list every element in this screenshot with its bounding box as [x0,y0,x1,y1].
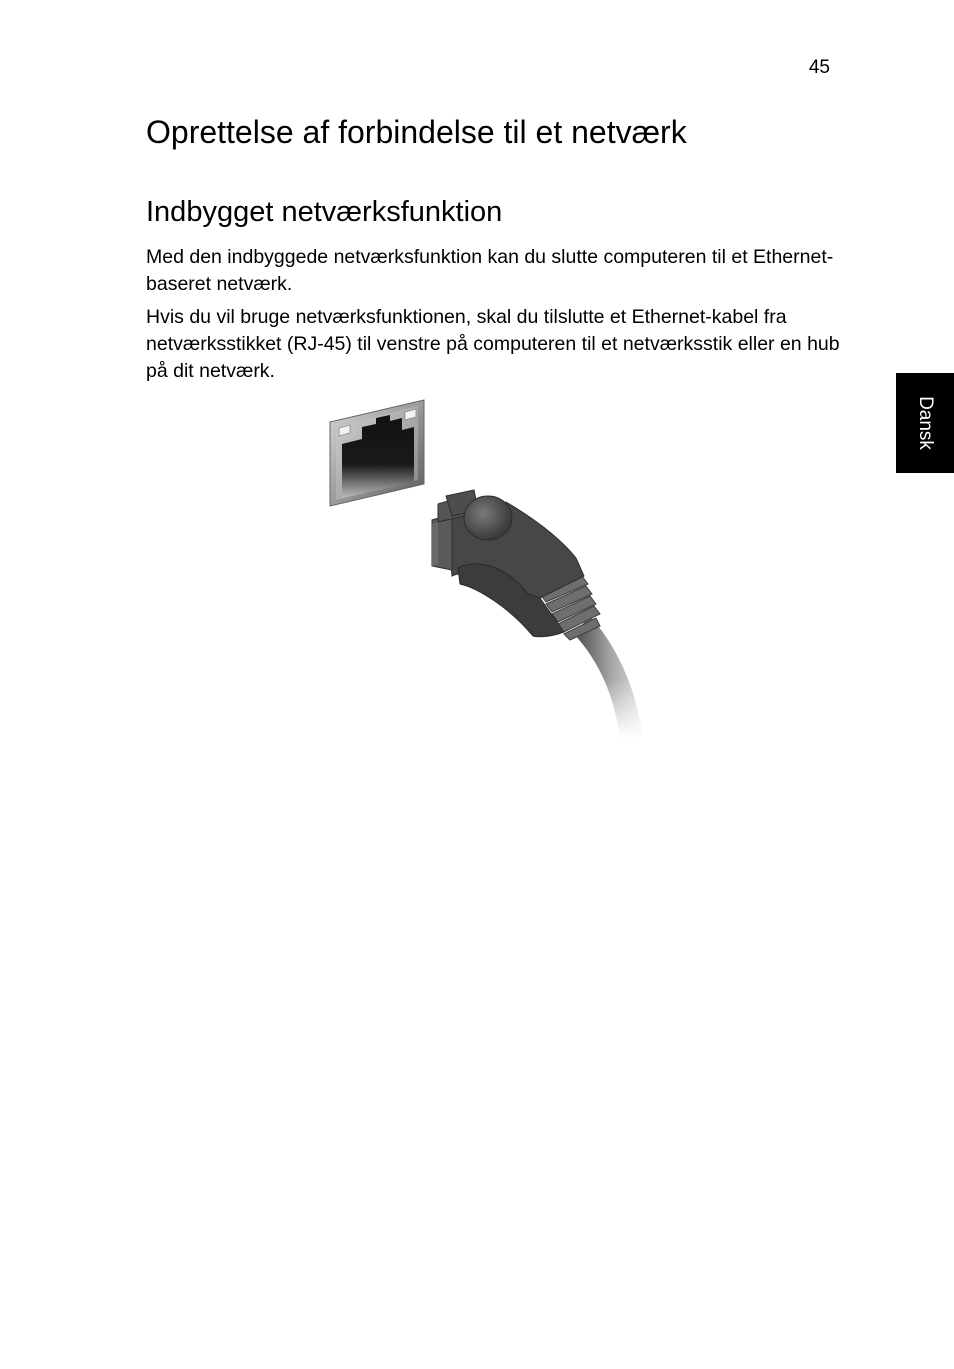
ethernet-port-and-rj45-plug-icon [328,398,658,738]
language-tab [896,373,954,473]
chapter-title: Oprettelse af forbindelse til et netværk [146,114,687,150]
body-paragraph-2: Hvis du vil bruge netværksfunktionen, skal du tilslutte et Ethernet-kabel fra netværksstikket (RJ-45) til venstre på computeren til et netværksstik eller en hub på dit netværk. [146,306,840,382]
rj45-port-drawing [330,400,424,506]
body-paragraph-1: Med den indbyggede netværksfunktion kan du slutte computeren til et Ethernet-baseret netværk. [146,246,834,295]
section-title: Indbygget netværksfunktion [146,196,503,228]
language-tab-label: Dansk [914,396,936,450]
page-number: 45 [808,57,830,78]
